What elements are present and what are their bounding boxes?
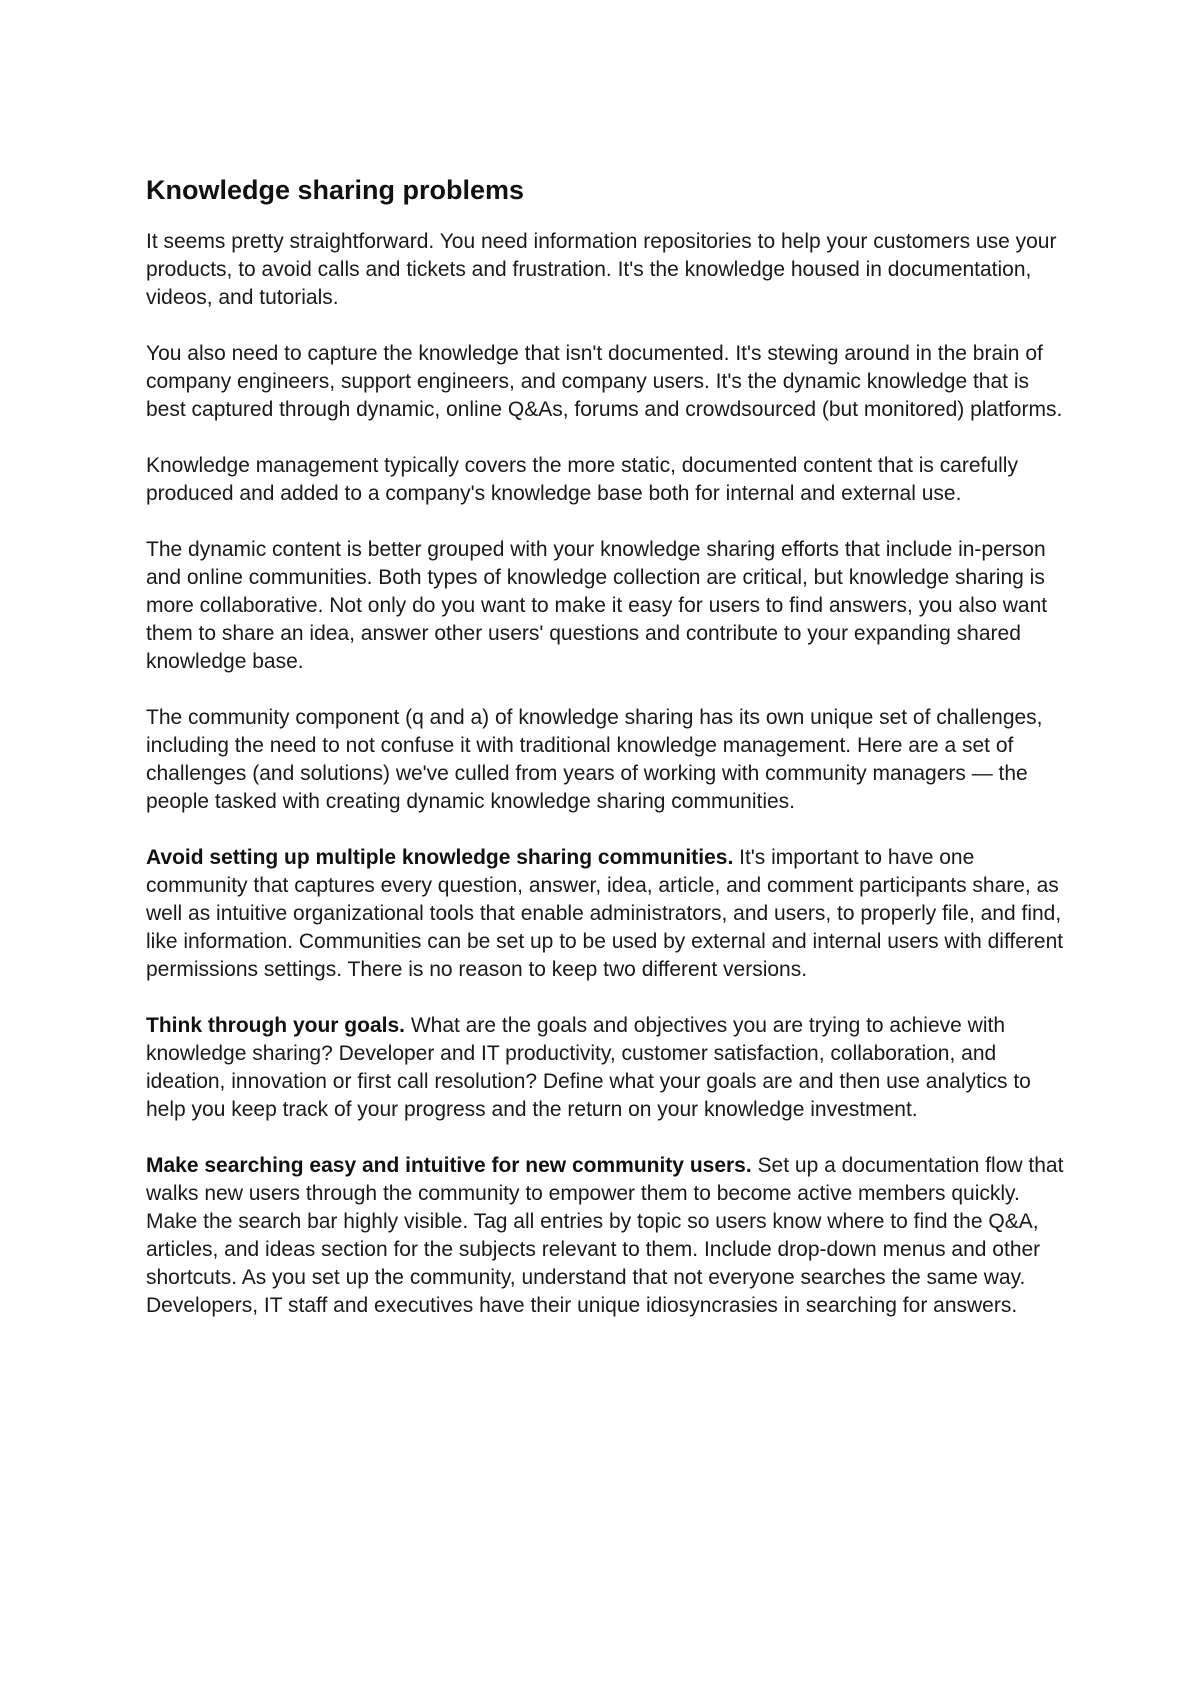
paragraph-2-text: You also need to capture the knowledge that isn't documented. It's stewing around in the brain of company engineers, support engineers, and company users. It's the dynamic knowledge that is best captured through dynamic, online Q&As, forums and crowdsourced (but monitored) platforms. [146, 342, 1063, 421]
paragraph-8-lead: Make searching easy and intuitive for new community users. [146, 1154, 752, 1177]
paragraph-4 [146, 536, 1066, 676]
paragraph-5-text: The community component (q and a) of knowledge sharing has its own unique set of challenges, including the need to not confuse it with traditional knowledge management. Here are a set of challenges (and solutions) we've culled from years of working with community managers — the people tasked with creating dynamic knowledge sharing communities. [146, 706, 1043, 813]
paragraph-1 [146, 228, 1066, 312]
document-page [146, 173, 1066, 1348]
document-title: Knowledge sharing problems [146, 175, 525, 205]
paragraph-6-lead: Avoid setting up multiple knowledge sharing communities. [146, 846, 734, 869]
paragraph-7-lead: Think through your goals. [146, 1014, 405, 1037]
paragraph-4-text: The dynamic content is better grouped with your knowledge sharing efforts that include in-person and online communities. Both types of knowledge collection are critical, but knowledge sharing is more collaborative. Not only do you want to make it easy for users to find answers, you also want them to share an idea, answer other users' questions and contribute to your expanding shared knowledge base. [146, 538, 1048, 673]
paragraph-3-text: Knowledge management typically covers the more static, documented content that is carefully produced and added to a company's knowledge base both for internal and external use. [146, 454, 1018, 505]
paragraph-8 [146, 1152, 1066, 1320]
paragraph-5 [146, 704, 1066, 816]
paragraph-6 [146, 844, 1066, 984]
paragraph-7-text: What are the goals and objectives you are trying to achieve with knowledge sharing? Developer and IT productivity, customer satisfaction, collaboration, and ideation, innovation or first call resolution? Define what your goals are and then use analytics to help you keep track of your progress and the return on your knowledge investment. [146, 1014, 1031, 1121]
paragraph-6-text: It's important to have one community that captures every question, answer, idea, article, and comment participants share, as well as intuitive organizational tools that enable administrators, and users, to properly file, and find, like information. Communities can be set up to be used by external and internal users with different permissions settings. There is no reason to keep two different versions. [146, 846, 1064, 981]
paragraph-1-text: It seems pretty straightforward. You need information repositories to help your customers use your products, to avoid calls and tickets and frustration. It's the knowledge housed in documentation, videos, and tutorials. [146, 230, 1057, 309]
paragraph-3 [146, 452, 1066, 508]
paragraph-8-text: Set up a documentation flow that walks new users through the community to empower them to become active members quickly. Make the search bar highly visible. Tag all entries by topic so users know where to find the Q&A, articles, and ideas section for the subjects relevant to them. Include drop-down menus and other shortcuts. As you set up the community, understand that not everyone searches the same way. Developers, IT staff and executives have their unique idiosyncrasies in searching for answers. [146, 1154, 1064, 1317]
paragraph-2 [146, 340, 1066, 424]
paragraph-7 [146, 1012, 1066, 1124]
